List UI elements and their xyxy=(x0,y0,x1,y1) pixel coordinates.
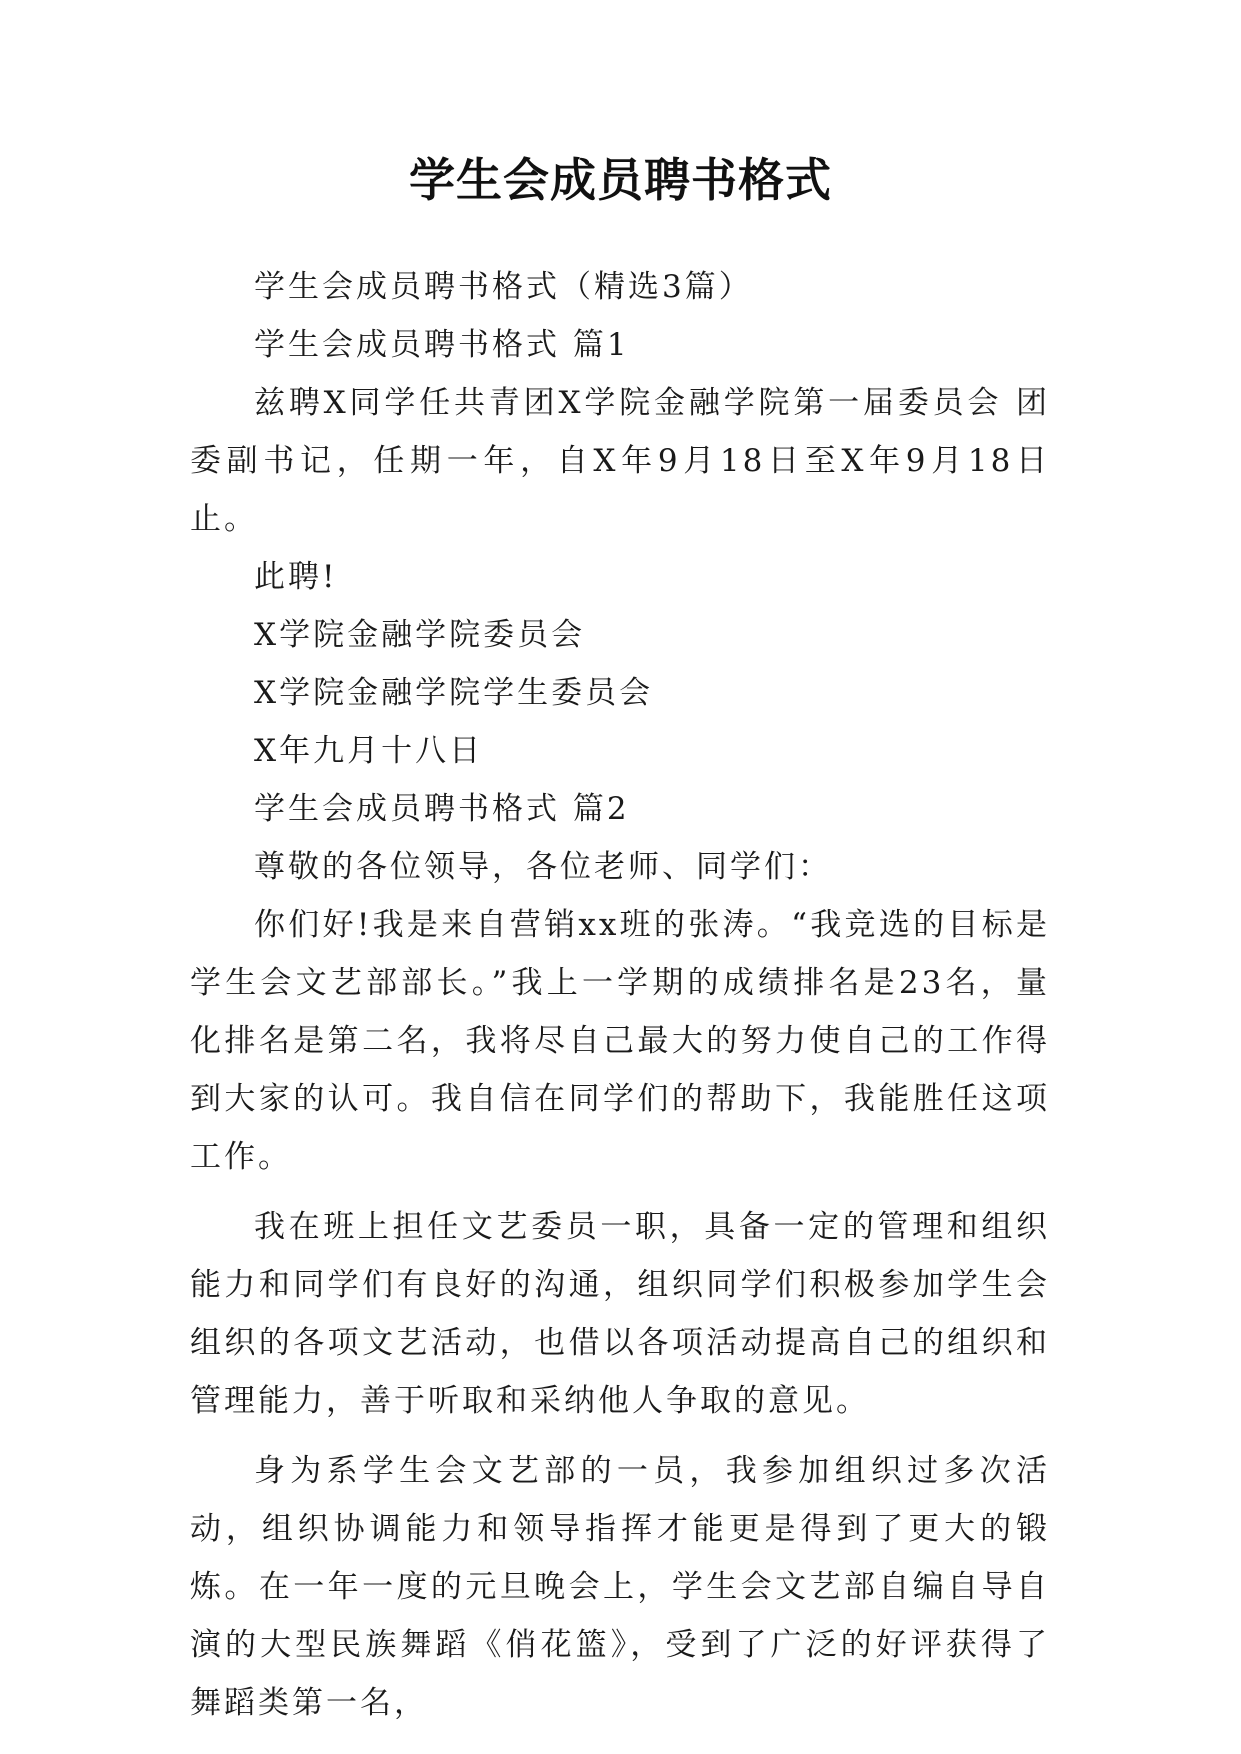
appointment-text: 兹聘X同学任共青团X学院金融学院第一届委员会 团委副书记，任期一年，自X年9月18日至X年9月18日止。 xyxy=(190,385,1050,537)
body-paragraph: 身为系学生会文艺部的一员，我参加组织过多次活动，组织协调能力和领导指挥才能更是得到了更大的锻炼。在一年一度的元旦晚会上，学生会文艺部自编自导自演的大型民族舞蹈《俏花篮》，受到了广泛的好评获得了舞蹈类第一名， xyxy=(190,1453,1050,1721)
section-heading-1: 学生会成员聘书格式 篇1 xyxy=(254,327,630,363)
document-title: 学生会成员聘书格式 xyxy=(409,153,832,207)
document-body xyxy=(190,258,1050,1732)
issuer-student-committee: X学院金融学院学生委员会 xyxy=(254,675,654,711)
body-paragraph: 你们好!我是来自营销xx班的张涛。“我竞选的目标是学生会文艺部部长。”我上一学期的成绩排名是23名，量化排名是第二名，我将尽自己最大的努力使自己的工作得到大家的认可。我自信在同学们的帮助下，我能胜任这项工作。 xyxy=(190,907,1050,1175)
issue-date: X年九月十八日 xyxy=(254,733,484,769)
section-heading-2: 学生会成员聘书格式 篇2 xyxy=(254,791,630,827)
appointment-closing: 此聘! xyxy=(254,559,338,595)
issuer-committee: X学院金融学院委员会 xyxy=(254,617,586,653)
salutation: 尊敬的各位领导，各位老师、同学们： xyxy=(254,849,832,885)
body-paragraph: 我在班上担任文艺委员一职，具备一定的管理和组织能力和同学们有良好的沟通，组织同学们积极参加学生会组织的各项文艺活动，也借以各项活动提高自己的组织和管理能力，善于听取和采纳他人争取的意见。 xyxy=(190,1209,1050,1419)
document-subtitle: 学生会成员聘书格式（精选3篇） xyxy=(254,269,753,305)
